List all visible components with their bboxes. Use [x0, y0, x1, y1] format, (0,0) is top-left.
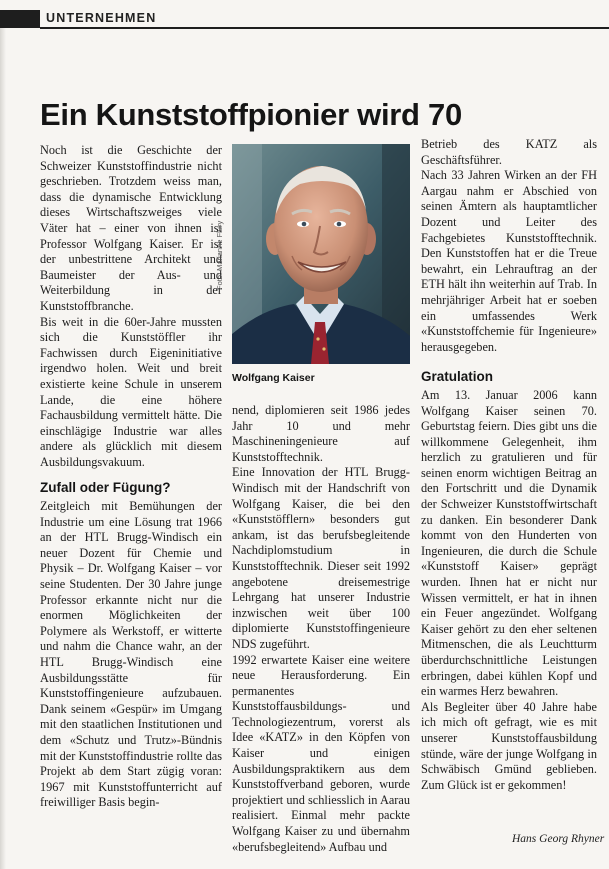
paragraph: Bis weit in die 60er-Jahre mussten sich die Kunststöffler ihr Fachwissen durch Eigeninitiative irgendwo holen. Weit und breit existierte keine Schule in unserem Lande, die eine höhere Fachausbildung vermittelt hätte. Die einschlägige Industrie war alles andere als glücklich mit diesem Ausbildungsvakuum.: [40, 314, 222, 469]
paragraph: nend, diplomieren seit 1986 jedes Jahr 10 und mehr Maschineningenieure auf Kunststofftechnik.: [232, 403, 410, 464]
paragraph: 1992 erwartete Kaiser eine weitere neue Herausforderung. Ein permanentes Kunststoffausbildungs- und Technologiezentrum, vorerst als Idee «KATZ» in den Köpfen von Kaiser und einigen Ausbildungspraktikern aus dem Kunststoffverband geboren, wurde projektiert und schliesslich in Aarau realisiert. Einmal mehr packte Wolfgang Kaiser zu und übernahm «berufsbegleitend» Aufbau und: [232, 652, 410, 854]
portrait-photo: [232, 144, 410, 364]
portrait-image: [232, 144, 410, 364]
article-column-2: [232, 403, 410, 855]
article-column-1: [40, 143, 222, 811]
paragraph: Eine Innovation der HTL Brugg-Windisch mit der Handschrift von Wolfgang Kaiser, die bei den «Kunststöfflern» besonders gut ankam, ist das berufsbegleitende Nachdiplomstudium in Kunststofftechnik. Dieser seit 1992 angebotene dreisemestrige Lehrgang hat unserer Industrie inzwischen weit über 100 diplomierte Kunststoffingenieure NDS zugeführt.: [232, 465, 410, 651]
page-binding-shadow: [0, 28, 6, 869]
paragraph: Noch ist die Geschichte der Schweizer Kunststoffindustrie nicht geschrieben. Trotzdem weiss man, dass die dynamische Entwicklung dieses Wirtschaftszweiges viele Väter hat – einer von ihnen ist Professor Wolfgang Kaiser. Er ist der unbestrittene Architekt und Baumeister der Aus- und Weiterbildung in der Kunststoffbranche.: [40, 143, 222, 313]
header-rule: [40, 27, 609, 29]
paragraph: Am 13. Januar 2006 kann Wolfgang Kaiser seinen 70. Geburtstag feiern. Dies gibt uns die willkommene Gelegenheit, ihm herzlich zu gratulieren und für seinen enorm wichtigen Beitrag an den Fortschritt und die Dynamik der Schweizer Kunststoffwirtschaft zu danken. Ein besonderer Dank kommt von den Hunderten von Ingenieuren, die durch die Schule «Kunststoff Kaiser» geprägt wurden. Ihnen hat er nicht nur Wissen vermittelt, er hat in ihnen ein Feuer angezündet. Wolfgang Kaiser gehört zu den eher seltenen Mitmenschen, die als Leuchtturm überdurchschnittliche Leistungen erbringen, dabei kühlen Kopf und ein warmes Herz bewahren.: [421, 387, 597, 699]
photo-caption: Wolfgang Kaiser: [232, 372, 315, 384]
article-column-3: [421, 137, 597, 793]
author-signature: Hans Georg Rhyner: [512, 833, 605, 845]
section-label: UNTERNEHMEN: [46, 11, 157, 25]
paragraph: Als Begleiter über 40 Jahre habe ich mich oft gefragt, wie es mit unserer Kunststoffausbildung stünde, wäre der junge Wolfgang in Schwäbisch Gmünd geblieben. Zum Glück ist er gekommen!: [421, 699, 597, 792]
section-marker: [0, 10, 40, 28]
subheading-zufall: Zufall oder Fügung?: [40, 480, 171, 496]
photo-credit: Foto: Marianne Flury: [215, 220, 224, 290]
section-header: [0, 10, 609, 28]
paragraph: Betrieb des KATZ als Geschäftsführer.: [421, 137, 597, 167]
paragraph: Zeitgleich mit Bemühungen der Industrie um eine Lösung trat 1966 an der HTL Brugg-Windisch ein neuer Dozent für Chemie und Physik – Dr. Wolfgang Kaiser – vor seine Studenten. Der 30 Jahre junge Professor erkannte nicht nur die enormen Möglichkeiten der Polymere als Werkstoff, er witterte und nahm die Chance wahr, an der HTL Brugg-Windisch eine Ausbildungsstätte für Kunststoffingenieure aufzubauen. Dank seinem «Gespür» im Umgang mit den staatlichen Institutionen und dem «Schutz und Trutz»-Bündnis mit der Kunststoffindustrie rollte das Projekt ab dem Start zügig voran: 1967 mit Kunststoffunterricht auf freiwilliger Basis begin-: [40, 499, 222, 810]
article-title: Ein Kunststoffpionier wird 70: [40, 97, 462, 132]
subheading-gratulation: Gratulation: [421, 369, 494, 385]
paragraph: Nach 33 Jahren Wirken an der FH Aargau nahm er Abschied von seinen Ämtern als hauptamtlicher Dozent und Leiter des Fachgebietes Kunststofftechnik. Den Kunststoffen hat er die Treue bewahrt, ein Lehrauftrag an der ETH hält ihn weiterhin auf Trab. In mehrjähriger Arbeit hat er soeben ein umfassendes Werk «Kunststoffchemie für Ingenieure» herausgegeben.: [421, 168, 597, 354]
